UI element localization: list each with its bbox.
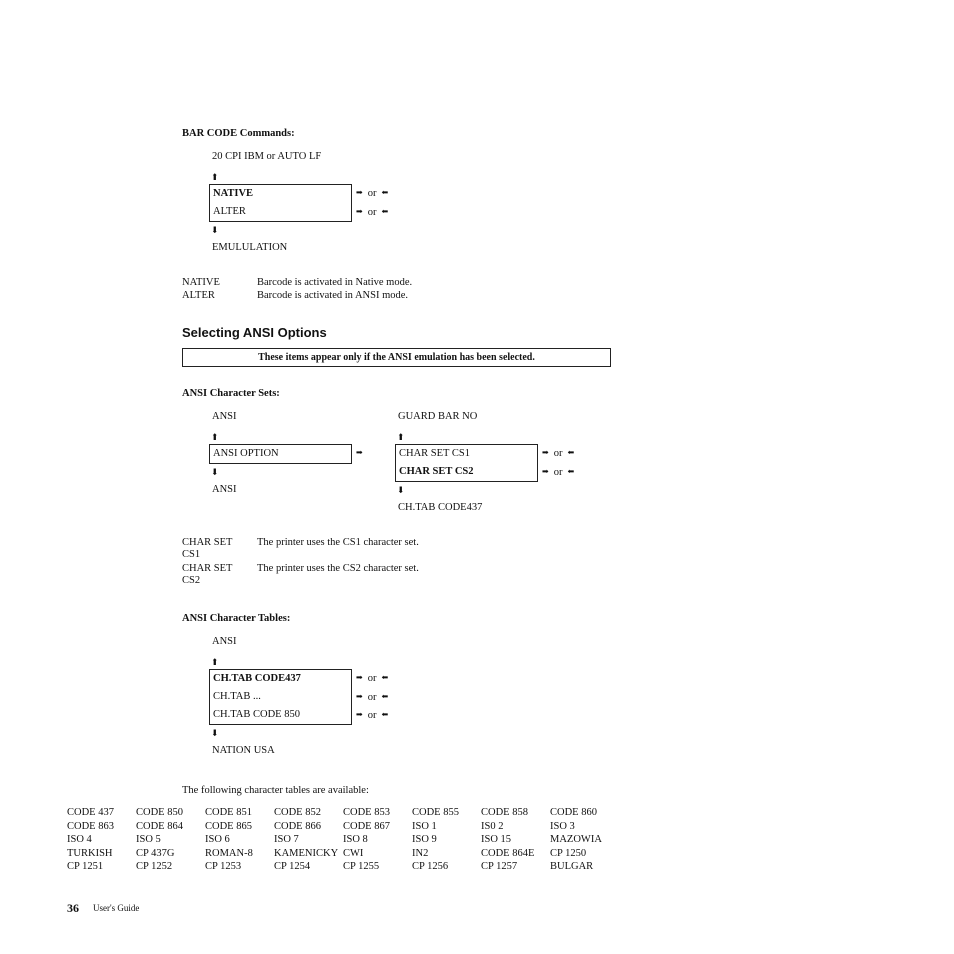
definition-term: NATIVE — [182, 277, 220, 288]
menu-item-char-set-cs1[interactable]: CHAR SET CS1 — [399, 448, 470, 459]
left-arrow-icon: ⬅ — [567, 467, 575, 476]
menu-item-ch-tab-more[interactable]: CH.TAB ... — [213, 691, 261, 702]
table-cell: CP 1257 — [481, 861, 518, 872]
definition-term: CHAR SET — [182, 537, 233, 548]
table-cell: CODE 853 — [343, 807, 390, 818]
down-arrow-icon: ⬇ — [211, 467, 219, 477]
table-cell: KAMENICKY — [274, 847, 339, 859]
navigation-hint: ➡ or ⬅ — [356, 188, 389, 199]
ansi-sets-right-above: GUARD BAR NO — [398, 411, 478, 422]
down-arrow-icon: ⬇ — [211, 728, 219, 738]
definition-term: CS1 — [182, 549, 201, 560]
up-arrow-icon: ⬆ — [211, 657, 219, 667]
table-cell: ISO 1 — [412, 820, 437, 832]
up-arrow-icon: ⬆ — [397, 432, 405, 442]
table-cell: ISO 5 — [136, 834, 161, 845]
tables-intro: The following character tables are available: — [182, 785, 369, 796]
table-cell: CODE 852 — [274, 807, 321, 818]
left-arrow-icon: ⬅ — [381, 207, 389, 216]
left-arrow-icon: ⬅ — [381, 188, 389, 197]
table-cell: CP 1254 — [274, 861, 311, 872]
navigation-hint: ➡ or ⬅ — [542, 467, 575, 478]
right-arrow-icon: ➡ — [542, 448, 549, 457]
ansi-tables-heading: ANSI Character Tables: — [182, 613, 291, 624]
table-cell: CODE 864E — [481, 847, 535, 859]
table-cell: ISO 4 — [67, 834, 92, 845]
table-cell: CP 1251 — [67, 861, 104, 872]
table-cell: IS0 2 — [481, 820, 504, 832]
left-arrow-icon: ⬅ — [381, 710, 389, 719]
table-cell: IN2 — [412, 847, 429, 859]
right-arrow-icon: ➡ — [356, 188, 363, 197]
definition-term: CS2 — [182, 575, 201, 586]
right-arrow-icon: ➡ — [356, 207, 363, 216]
table-cell: CODE 864 — [136, 820, 183, 832]
table-row — [67, 833, 619, 847]
table-cell: ISO 6 — [205, 834, 230, 845]
menu-item-ch-tab-code437[interactable]: CH.TAB CODE437 — [213, 673, 301, 684]
ansi-sets-left-above: ANSI — [212, 411, 237, 422]
left-arrow-icon: ⬅ — [381, 673, 389, 682]
up-arrow-icon: ⬆ — [211, 172, 219, 182]
table-cell: CODE 437 — [67, 807, 114, 818]
table-cell: ISO 9 — [412, 834, 437, 845]
navigation-hint: ➡ or ⬅ — [542, 448, 575, 459]
book-title: User's Guide — [93, 903, 140, 913]
bar-code-heading: BAR CODE Commands: — [182, 128, 295, 139]
navigation-hint: ➡ or ⬅ — [356, 692, 389, 703]
ansi-tables-above: ANSI — [212, 636, 237, 647]
table-cell: ISO 3 — [550, 820, 575, 832]
table-cell: CP 1253 — [205, 861, 242, 872]
table-cell: CP 437G — [136, 847, 175, 859]
table-row — [67, 820, 619, 834]
down-arrow-icon: ⬇ — [211, 225, 219, 235]
bar-code-menu-box — [209, 184, 352, 222]
table-row — [67, 847, 619, 861]
table-cell: CODE 855 — [412, 807, 459, 818]
table-cell: CODE 858 — [481, 807, 528, 818]
table-cell: CP 1252 — [136, 861, 173, 872]
table-cell: CP 1255 — [343, 861, 380, 872]
right-arrow-icon: ➡ — [356, 692, 363, 701]
table-cell: CODE 851 — [205, 807, 252, 818]
page-number: 36 — [67, 901, 79, 915]
right-arrow-icon: ➡ — [356, 673, 363, 682]
ansi-sets-left-below: ANSI — [212, 484, 237, 495]
navigation-hint: ➡ or ⬅ — [356, 710, 389, 721]
table-cell: MAZOWIA — [550, 834, 602, 845]
character-tables-grid — [67, 806, 619, 874]
menu-item-native[interactable]: NATIVE — [213, 188, 254, 199]
table-cell: CODE 865 — [205, 820, 252, 832]
char-table-menu-box — [209, 669, 352, 725]
bar-code-above-item: 20 CPI IBM or AUTO LF — [212, 151, 322, 162]
table-cell: CWI — [343, 847, 364, 859]
definition-term: CHAR SET — [182, 563, 233, 574]
table-cell: ISO 7 — [274, 834, 299, 845]
menu-item-ch-tab-code850[interactable]: CH.TAB CODE 850 — [213, 709, 300, 720]
right-arrow-icon: ➡ — [356, 710, 363, 719]
up-arrow-icon: ⬆ — [211, 432, 219, 442]
table-cell: CP 1256 — [412, 861, 449, 872]
table-cell: CODE 863 — [67, 820, 114, 832]
table-cell: CODE 867 — [343, 820, 390, 832]
table-cell: ROMAN-8 — [205, 847, 253, 859]
definition-desc: Barcode is activated in Native mode. — [257, 277, 413, 288]
down-arrow-icon: ⬇ — [397, 485, 405, 495]
left-arrow-icon: ⬅ — [567, 448, 575, 457]
table-cell: CODE 866 — [274, 820, 321, 832]
definition-desc: The printer uses the CS1 character set. — [257, 537, 419, 548]
notice-box: These items appear only if the ANSI emulation has been selected. — [182, 348, 611, 367]
right-arrow-icon: ➡ — [542, 467, 549, 476]
char-set-menu-box — [395, 444, 538, 482]
ansi-tables-below: NATION USA — [212, 745, 275, 756]
ansi-sets-right-below: CH.TAB CODE437 — [398, 502, 483, 513]
definition-desc: The printer uses the CS2 character set. — [257, 563, 419, 574]
menu-item-alter[interactable]: ALTER — [213, 206, 246, 217]
menu-item-char-set-cs2[interactable]: CHAR SET CS2 — [399, 466, 474, 477]
bar-code-below-item: EMULULATION — [212, 242, 288, 253]
table-row — [67, 860, 619, 874]
definition-term: ALTER — [182, 290, 215, 301]
menu-item-ansi-option[interactable]: ANSI OPTION — [213, 448, 279, 459]
table-cell: ISO 8 — [343, 834, 368, 845]
right-arrow-icon: ➡ — [356, 448, 363, 457]
table-cell: CODE 850 — [136, 807, 183, 818]
table-cell: ISO 15 — [481, 834, 512, 845]
navigation-hint — [356, 447, 363, 461]
navigation-hint: ➡ or ⬅ — [356, 673, 389, 684]
table-row — [67, 806, 619, 820]
ansi-option-menu-box — [209, 444, 352, 464]
ansi-sets-heading: ANSI Character Sets: — [182, 388, 280, 399]
navigation-hint: ➡ or ⬅ — [356, 207, 389, 218]
left-arrow-icon: ⬅ — [381, 692, 389, 701]
table-cell: TURKISH — [67, 847, 113, 859]
section-title: Selecting ANSI Options — [182, 325, 327, 340]
definition-desc: Barcode is activated in ANSI mode. — [257, 290, 409, 301]
table-cell: BULGAR — [550, 861, 594, 872]
table-cell: CODE 860 — [550, 807, 597, 818]
table-cell: CP 1250 — [550, 847, 587, 859]
